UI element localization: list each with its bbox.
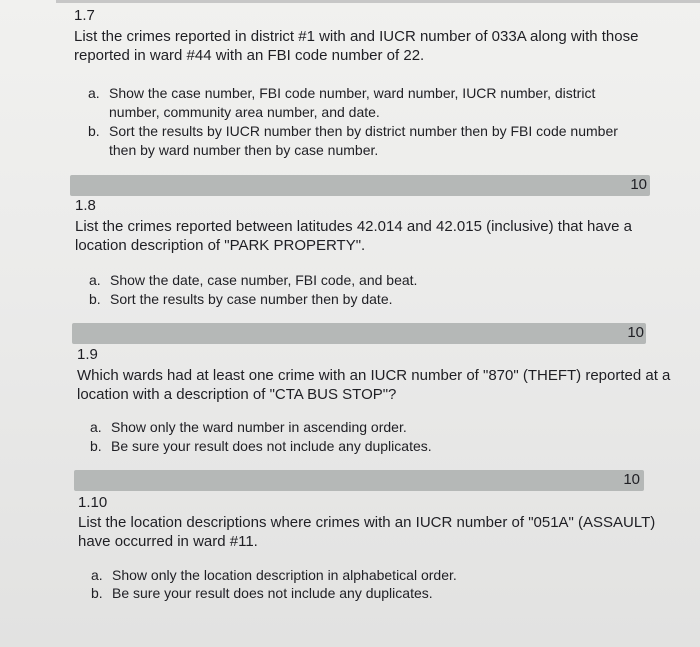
section-number: 1.8: [75, 197, 96, 214]
list-item: [91, 584, 651, 604]
points-value: 10: [627, 324, 644, 341]
section-statement-line: location description of "PARK PROPERTY".: [75, 237, 366, 254]
list-item-text: Sort the results by IUCR number then by district number then by FBI code number: [109, 123, 618, 139]
points-bar: [72, 323, 646, 344]
points-bar: [70, 175, 650, 196]
list-item: [88, 84, 688, 124]
section-number: 1.9: [77, 346, 98, 363]
list-item: [91, 566, 651, 586]
top-divider: [56, 0, 700, 3]
list-item-text: then by ward number then by case number.: [109, 142, 379, 158]
list-item-text: Be sure your result does not include any duplicates.: [111, 438, 432, 454]
list-item-label: a.: [90, 419, 102, 435]
list-item: [90, 418, 650, 438]
section-number: 1.10: [78, 494, 108, 511]
section-statement-line: location with a description of "CTA BUS STOP"?: [77, 386, 397, 403]
list-item-label: b.: [91, 585, 103, 601]
list-item-text: Show only the ward number in ascending order.: [111, 419, 407, 435]
list-item-text: Show the case number, FBI code number, ward number, IUCR number, district: [109, 85, 596, 101]
list-item-label: a.: [89, 272, 101, 288]
list-item-text: Be sure your result does not include any duplicates.: [112, 585, 433, 601]
list-item-text: Show the date, case number, FBI code, and beat.: [110, 272, 418, 288]
list-item-label: b.: [90, 438, 102, 454]
list-item: [88, 122, 688, 162]
section-statement-line: reported in ward #44 with an FBI code number of 22.: [74, 47, 425, 64]
section-number: 1.7: [74, 7, 95, 24]
list-item-label: b.: [88, 123, 100, 139]
points-value: 10: [630, 176, 647, 193]
list-item-text: Sort the results by case number then by date.: [110, 291, 393, 307]
list-item-label: b.: [89, 291, 101, 307]
points-bar: [74, 470, 644, 491]
section-statement-line: List the crimes reported in district #1 with and IUCR number of 033A along with those: [74, 28, 639, 45]
list-item: [89, 271, 649, 291]
section-statement-line: have occurred in ward #11.: [78, 533, 258, 550]
section-statement-line: List the crimes reported between latitudes 42.014 and 42.015 (inclusive) that have a: [75, 218, 633, 235]
section-statement-line: Which wards had at least one crime with an IUCR number of "870" (THEFT) reported at a: [77, 367, 671, 384]
points-value: 10: [623, 471, 640, 488]
section-statement-line: List the location descriptions where crimes with an IUCR number of "051A" (ASSAULT): [78, 514, 656, 531]
list-item: [90, 437, 650, 457]
list-item-label: a.: [88, 85, 100, 101]
list-item-text: number, community area number, and date.: [109, 104, 380, 120]
list-item-text: Show only the location description in alphabetical order.: [112, 567, 457, 583]
list-item-label: a.: [91, 567, 103, 583]
list-item: [89, 290, 649, 310]
